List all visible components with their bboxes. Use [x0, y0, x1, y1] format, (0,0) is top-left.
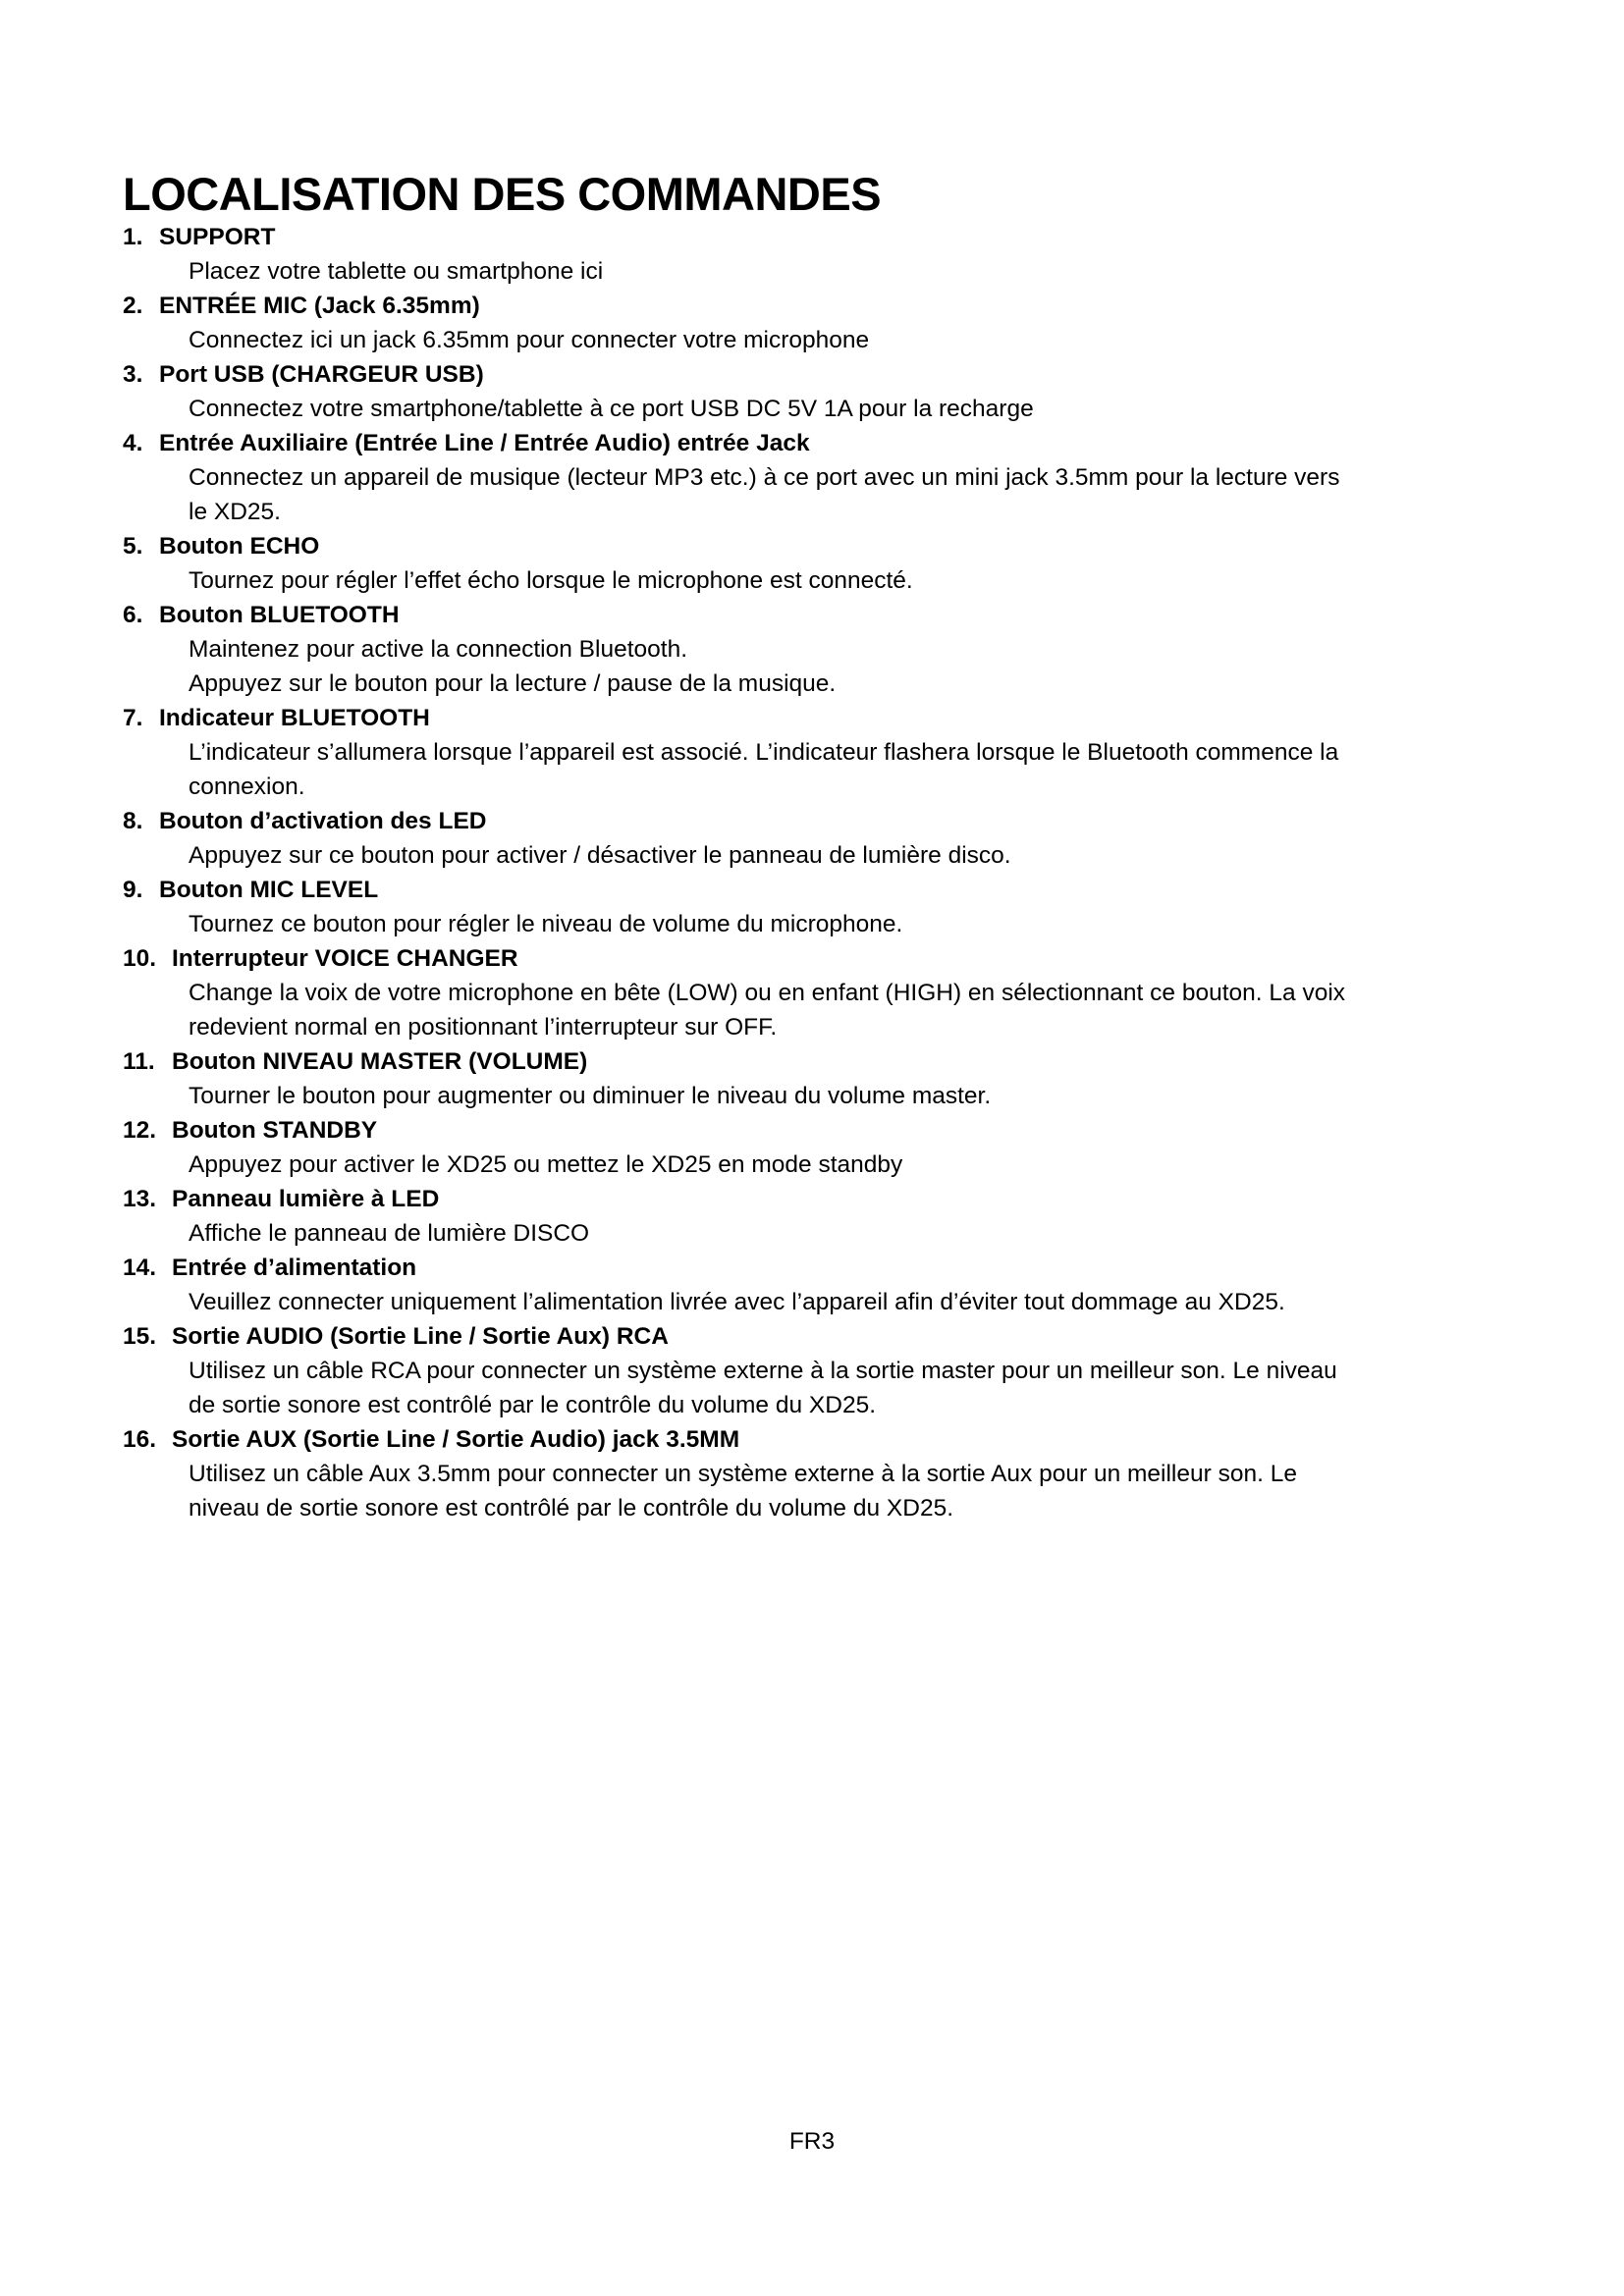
list-item [123, 598, 1497, 701]
item-description [189, 838, 1602, 873]
item-description [189, 1354, 1602, 1422]
item-description [189, 907, 1602, 941]
list-item [123, 289, 1497, 357]
list-item [123, 1182, 1497, 1251]
item-heading [123, 941, 1497, 976]
item-heading [123, 289, 1497, 323]
item-heading [123, 598, 1497, 632]
item-number: 15. [123, 1323, 157, 1350]
item-title: Entrée d’alimentation [172, 1255, 417, 1281]
list-item [123, 426, 1497, 529]
item-description [189, 1457, 1602, 1525]
description-line: redevient normal en positionnant l’interrupteur sur OFF. [189, 1014, 778, 1041]
description-line: Tournez ce bouton pour régler le niveau de volume du microphone. [189, 911, 903, 937]
item-description [189, 735, 1602, 804]
item-title: Entrée Auxiliaire (Entrée Line / Entrée Audio) entrée Jack [159, 430, 810, 456]
item-description [189, 976, 1602, 1044]
item-number: 13. [123, 1186, 157, 1212]
item-number: 4. [123, 430, 143, 456]
item-number: 3. [123, 361, 143, 388]
item-heading [123, 220, 1497, 254]
item-title: Panneau lumière à LED [172, 1186, 440, 1212]
description-line: de sortie sonore est contrôlé par le contrôle du volume du XD25. [189, 1392, 877, 1418]
item-description [189, 254, 1602, 289]
description-line: Tournez pour régler l’effet écho lorsque le microphone est connecté. [189, 567, 913, 594]
item-description [189, 632, 1602, 701]
list-item [123, 529, 1497, 598]
description-line: Affiche le panneau de lumière DISCO [189, 1220, 590, 1247]
item-number: 7. [123, 705, 143, 731]
item-description [189, 1148, 1602, 1182]
description-line: niveau de sortie sonore est contrôlé par le contrôle du volume du XD25. [189, 1495, 954, 1522]
description-line: connexion. [189, 774, 305, 800]
item-description [189, 1216, 1602, 1251]
item-title: Sortie AUDIO (Sortie Line / Sortie Aux) RCA [172, 1323, 669, 1350]
description-line: Connectez votre smartphone/tablette à ce port USB DC 5V 1A pour la recharge [189, 396, 1034, 422]
item-heading [123, 426, 1497, 460]
description-line: L’indicateur s’allumera lorsque l’appareil est associé. L’indicateur flashera lorsque le Bluetooth commence la [189, 739, 1339, 766]
list-item [123, 804, 1497, 873]
page-number: FR3 [788, 2128, 836, 2155]
description-line: Connectez un appareil de musique (lecteur MP3 etc.) à ce port avec un mini jack 3.5mm pour la lecture vers [189, 464, 1340, 491]
description-line: Appuyez sur ce bouton pour activer / désactiver le panneau de lumière disco. [189, 842, 1011, 869]
list-item [123, 1113, 1497, 1182]
item-description [189, 392, 1602, 426]
item-number: 10. [123, 945, 157, 972]
list-item [123, 1044, 1497, 1113]
item-number: 8. [123, 808, 143, 834]
item-heading [123, 1044, 1497, 1079]
item-title: Bouton NIVEAU MASTER (VOLUME) [172, 1048, 588, 1075]
item-title: Bouton STANDBY [172, 1117, 378, 1144]
item-title: SUPPORT [159, 224, 276, 250]
item-title: Bouton ECHO [159, 533, 320, 560]
item-heading [123, 1113, 1497, 1148]
list-item [123, 701, 1497, 804]
description-line: Connectez ici un jack 6.35mm pour connecter votre microphone [189, 327, 870, 353]
page-title: LOCALISATION DES COMMANDES [123, 168, 882, 220]
item-title: Bouton BLUETOOTH [159, 602, 400, 628]
item-description [189, 460, 1602, 529]
description-line: Veuillez connecter uniquement l’alimentation livrée avec l’appareil afin d’éviter tout dommage au XD25. [189, 1289, 1285, 1315]
item-heading [123, 701, 1497, 735]
item-heading [123, 1251, 1497, 1285]
item-number: 11. [123, 1048, 155, 1075]
item-heading [123, 873, 1497, 907]
list-item [123, 1422, 1497, 1525]
item-number: 5. [123, 533, 143, 560]
description-line: Tourner le bouton pour augmenter ou diminuer le niveau du volume master. [189, 1083, 992, 1109]
list-item [123, 1319, 1497, 1422]
item-number: 9. [123, 877, 143, 903]
item-description [189, 563, 1602, 598]
list-item [123, 1251, 1497, 1319]
description-line: Placez votre tablette ou smartphone ici [189, 258, 604, 285]
item-title: ENTRÉE MIC (Jack 6.35mm) [159, 293, 480, 319]
item-title: Bouton MIC LEVEL [159, 877, 379, 903]
description-line: Utilisez un câble Aux 3.5mm pour connecter un système externe à la sortie Aux pour un meilleur son. Le [189, 1461, 1297, 1487]
list-item [123, 873, 1497, 941]
list-item [123, 220, 1497, 289]
item-number: 12. [123, 1117, 157, 1144]
description-line: Utilisez un câble RCA pour connecter un système externe à la sortie master pour un meilleur son. Le niveau [189, 1358, 1337, 1384]
description-line: Change la voix de votre microphone en bête (LOW) ou en enfant (HIGH) en sélectionnant ce bouton. La voix [189, 980, 1346, 1006]
item-heading [123, 529, 1497, 563]
item-title: Interrupteur VOICE CHANGER [172, 945, 518, 972]
description-line: le XD25. [189, 499, 281, 525]
controls-list [123, 220, 1497, 1525]
item-number: 2. [123, 293, 143, 319]
list-item [123, 941, 1497, 1044]
item-number: 14. [123, 1255, 157, 1281]
description-line: Maintenez pour active la connection Bluetooth. [189, 636, 688, 663]
description-line: Appuyez pour activer le XD25 ou mettez le XD25 en mode standby [189, 1151, 903, 1178]
item-number: 16. [123, 1426, 157, 1453]
item-title: Indicateur BLUETOOTH [159, 705, 430, 731]
item-title: Port USB (CHARGEUR USB) [159, 361, 484, 388]
list-item [123, 357, 1497, 426]
item-number: 1. [123, 224, 143, 250]
item-heading [123, 804, 1497, 838]
item-description [189, 1285, 1602, 1319]
item-heading [123, 1422, 1497, 1457]
item-title: Bouton d’activation des LED [159, 808, 487, 834]
description-line: Appuyez sur le bouton pour la lecture / pause de la musique. [189, 670, 837, 697]
item-description [189, 323, 1602, 357]
item-heading [123, 1182, 1497, 1216]
item-title: Sortie AUX (Sortie Line / Sortie Audio) jack 3.5MM [172, 1426, 740, 1453]
item-description [189, 1079, 1602, 1113]
item-heading [123, 357, 1497, 392]
item-number: 6. [123, 602, 143, 628]
item-heading [123, 1319, 1497, 1354]
